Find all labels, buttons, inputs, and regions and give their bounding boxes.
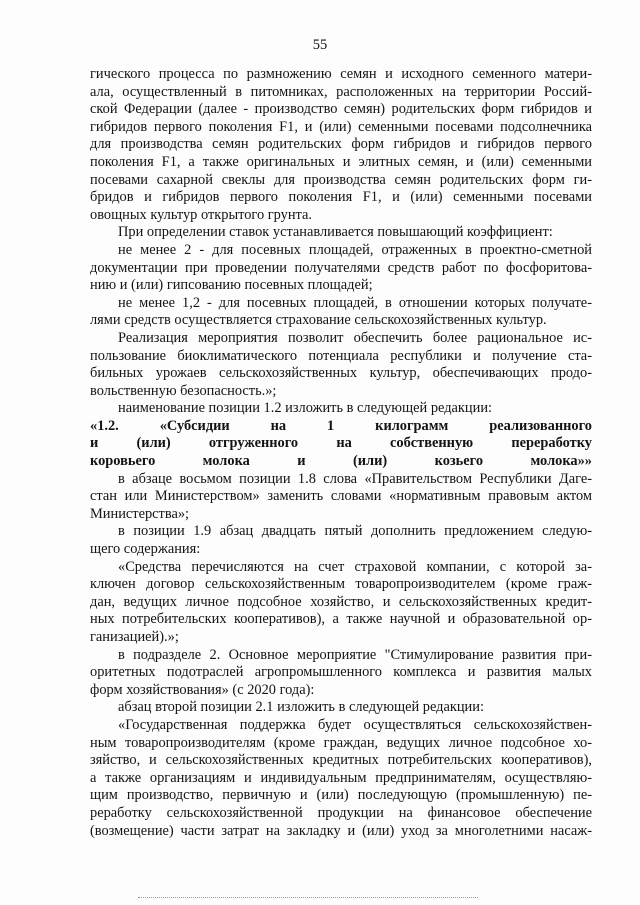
text-line: абзац второй позиции 2.1 изложить в следующей редакции: [118, 699, 484, 716]
text-line: бильных урожаев сельскохозяйственных культур, обеспечивающих продо- [90, 365, 592, 382]
text-line: гибридов первого поколения F1, и (или) семенными посевами подсолнечника [90, 118, 592, 135]
section-heading: и (или) отгруженного на собственную переработку [90, 435, 592, 452]
text-line: не менее 2 - для посевных площадей, отраженных в проектно-сметной [118, 241, 592, 258]
text-line: нию и (или) гипсованию посевных площадей; [90, 277, 373, 294]
text-line: бридов и гибридов первого поколения F1, и (или) семенными посевами [90, 189, 592, 206]
scan-artifact [138, 897, 478, 898]
text-line: щего содержания: [90, 541, 201, 558]
text-line: в подразделе 2. Основное мероприятие "Стимулирование развития при- [118, 646, 592, 663]
page-number: 55 [312, 37, 328, 53]
document-body [90, 66, 592, 840]
text-line: зяйство, и сельскохозяйственных кредитных потребительских кооперативов), [90, 752, 592, 769]
text-line: в абзаце восьмом позиции 1.8 слова «Правительством Республики Даге- [118, 470, 592, 487]
text-line: вольственную безопасность.»; [90, 382, 277, 399]
text-line: При определении ставок устанавливается повышающий коэффициент: [118, 224, 553, 241]
text-line: для производства семян родительских форм гибридов и гибридов первого [90, 136, 592, 153]
text-line: ключен договор сельскохозяйственным товаропроизводителем (кроме граж- [90, 576, 592, 593]
text-line: ных потребительских кооперативов), а также научной и образовательной ор- [90, 611, 592, 628]
text-line: «Государственная поддержка будет осуществляться сельскохозяйствен- [118, 716, 592, 733]
section-heading: коровьего молока и (или) козьего молока»» [90, 453, 592, 470]
text-line: дан, ведущих личное подсобное хозяйство, и сельскохозяйственных кредит- [90, 593, 592, 610]
text-line: пользование биоклиматического потенциала республики и получение ста- [90, 347, 592, 364]
text-line: не менее 1,2 - для посевных площадей, в отношении которых получате- [118, 294, 592, 311]
text-line: «Средства перечисляются на счет страховой компании, с которой за- [118, 558, 592, 575]
text-line: реработку сельскохозяйственной продукции на финансовое обеспечение [90, 804, 592, 821]
text-line: овощных культур открытого грунта. [90, 206, 312, 223]
text-line: поколения F1, а также оригинальных и элитных семян, и (или) семенными [90, 153, 592, 170]
text-line: (возмещение) части затрат на закладку и (или) уход за многолетними насаж- [90, 822, 592, 839]
text-line: наименование позиции 1.2 изложить в следующей редакции: [118, 400, 493, 417]
text-line: ганизацией).»; [90, 629, 179, 645]
text-line: в позиции 1.9 абзац двадцать пятый дополнить предложением следую- [118, 523, 592, 540]
text-line: ской Федерации (далее - производство семян) родительских форм гибридов и [90, 101, 592, 118]
text-line: а также организациям и индивидуальным предпринимателям, осуществляю- [90, 769, 592, 786]
text-line: стан или Министерством» заменить словами «нормативным правовым актом [90, 488, 592, 505]
text-line: форм хозяйствования» (с 2020 года): [90, 681, 315, 698]
text-line: оритетных подотраслей агропромышленного комплекса и развития малых [90, 664, 592, 681]
text-line: Реализация мероприятия позволит обеспечить более рациональное ис- [118, 329, 592, 346]
text-line: гического процесса по размножению семян и исходного семенного матери- [90, 66, 592, 82]
text-line: лями средств осуществляется страхование сельскохозяйственных культур. [90, 312, 547, 329]
text-line: ным товаропроизводителям (кроме граждан, ведущих личное подсобное хо- [90, 734, 592, 751]
section-heading: «1.2. «Субсидии на 1 килограмм реализованного [90, 417, 592, 434]
text-line: документации при проведении получателями средств работ по фосфоритова- [90, 259, 592, 276]
text-line: щим производство, первичную и (или) последующую (промышленную) пе- [90, 787, 592, 804]
text-line: Министерства»; [90, 505, 190, 522]
text-line: посевами сахарной свеклы для производства семян родительских форм ги- [90, 171, 592, 188]
text-line: ала, осуществленный в питомниках, расположенных на территории Россий- [90, 83, 592, 100]
